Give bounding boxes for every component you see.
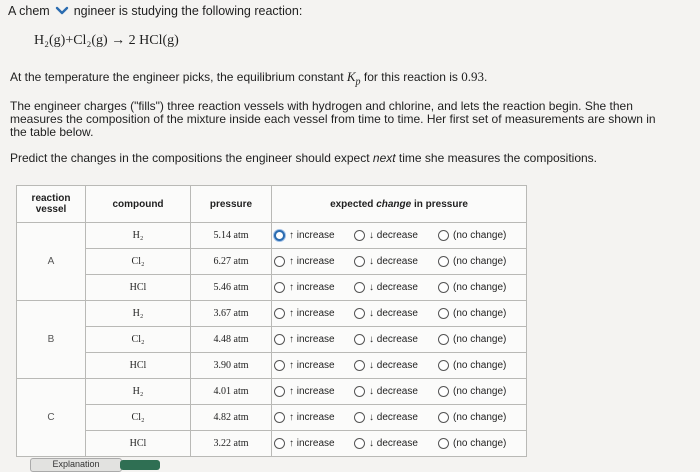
option-increase-label: ↑ increase — [289, 308, 335, 319]
option-no-change[interactable] — [438, 334, 520, 345]
predict-pre: Predict the changes in the compositions the engineer should expect — [10, 151, 373, 165]
option-decrease-label: ↓ decrease — [369, 308, 418, 319]
option-decrease-label: ↓ decrease — [369, 334, 418, 345]
kp-sentence — [10, 70, 487, 88]
compound-cell: H₂ — [86, 379, 191, 405]
expected-change-cell — [272, 249, 527, 275]
radio-button[interactable] — [274, 256, 285, 267]
radio-button[interactable] — [438, 334, 449, 345]
option-decrease[interactable] — [354, 308, 438, 319]
predict-prompt — [10, 152, 597, 165]
radio-button[interactable] — [354, 230, 365, 241]
table-row — [17, 249, 527, 275]
intro-suffix: ngineer is studying the following reaction: — [73, 4, 303, 18]
option-increase-label: ↑ increase — [289, 256, 335, 267]
option-no-change-label: (no change) — [453, 334, 507, 345]
intro-line — [8, 4, 302, 18]
pressure-cell: 3.90 atm — [191, 353, 272, 379]
option-increase[interactable] — [272, 282, 354, 293]
option-increase[interactable] — [272, 386, 354, 397]
predict-post: time she measures the compositions. — [395, 151, 598, 165]
radio-button[interactable] — [438, 360, 449, 371]
option-no-change[interactable] — [438, 360, 520, 371]
kp-symbol: K — [346, 69, 356, 84]
expected-change-cell — [272, 405, 527, 431]
option-decrease[interactable] — [354, 412, 438, 423]
option-no-change-label: (no change) — [453, 230, 507, 241]
compound-cell: Cl₂ — [86, 249, 191, 275]
radio-button[interactable] — [354, 360, 365, 371]
expected-change-cell — [272, 223, 527, 249]
vessel-label: C — [17, 379, 86, 457]
table-row — [17, 327, 527, 353]
option-no-change[interactable] — [438, 256, 520, 267]
header-compound: compound — [86, 186, 191, 223]
option-no-change[interactable] — [438, 386, 520, 397]
pressure-cell: 3.22 atm — [191, 431, 272, 457]
compound-cell: Cl₂ — [86, 405, 191, 431]
table-row — [17, 431, 527, 457]
option-increase-label: ↑ increase — [289, 334, 335, 345]
radio-button[interactable] — [438, 386, 449, 397]
compound-cell: H₂ — [86, 223, 191, 249]
expected-change-cell — [272, 379, 527, 405]
option-increase-label: ↑ increase — [289, 386, 335, 397]
radio-button[interactable] — [354, 386, 365, 397]
radio-button[interactable] — [274, 438, 285, 449]
table-row — [17, 379, 527, 405]
option-no-change-label: (no change) — [453, 438, 507, 449]
radio-button[interactable] — [274, 412, 285, 423]
pressure-cell: 4.48 atm — [191, 327, 272, 353]
radio-button[interactable] — [354, 308, 365, 319]
table-row — [17, 223, 527, 249]
pressure-cell: 4.01 atm — [191, 379, 272, 405]
option-no-change[interactable] — [438, 308, 520, 319]
option-increase[interactable] — [272, 308, 354, 319]
radio-button[interactable] — [438, 412, 449, 423]
radio-button[interactable] — [438, 282, 449, 293]
kp-pre: At the temperature the engineer picks, the equilibrium constant — [10, 70, 347, 84]
description-paragraph: The engineer charges ("fills") three reaction vessels with hydrogen and chlorine, and lets the reaction begin. She then measures the composition of the mixture inside each vessel from time to time. Her first set of measurements are shown in the table below. — [10, 99, 656, 139]
pressure-cell: 6.27 atm — [191, 249, 272, 275]
intro-prefix: A chem — [8, 4, 50, 18]
predict-emphasis: next — [372, 151, 396, 165]
radio-button[interactable] — [274, 386, 285, 397]
radio-button[interactable] — [274, 230, 285, 241]
expected-change-cell — [272, 431, 527, 457]
option-decrease-label: ↓ decrease — [369, 360, 418, 371]
option-increase[interactable] — [272, 412, 354, 423]
header-reaction-vessel: reaction vessel — [17, 186, 86, 223]
option-no-change[interactable] — [438, 282, 520, 293]
expected-change-cell — [272, 275, 527, 301]
compound-cell: HCl — [86, 275, 191, 301]
option-increase[interactable] — [272, 256, 354, 267]
pressure-cell: 5.46 atm — [191, 275, 272, 301]
option-decrease[interactable] — [354, 360, 438, 371]
option-decrease-label: ↓ decrease — [369, 256, 418, 267]
radio-button[interactable] — [438, 256, 449, 267]
radio-button[interactable] — [438, 438, 449, 449]
radio-button[interactable] — [354, 256, 365, 267]
option-no-change[interactable] — [438, 230, 520, 241]
table-row — [17, 353, 527, 379]
option-decrease[interactable] — [354, 438, 438, 449]
kp-subscript: p — [355, 76, 361, 88]
option-decrease[interactable] — [354, 256, 438, 267]
option-decrease-label: ↓ decrease — [369, 386, 418, 397]
header-expected-change: expected change in pressure — [272, 186, 527, 223]
radio-button[interactable] — [274, 360, 285, 371]
option-no-change[interactable] — [438, 438, 520, 449]
radio-button[interactable] — [274, 334, 285, 345]
option-decrease-label: ↓ decrease — [369, 438, 418, 449]
radio-button[interactable] — [274, 308, 285, 319]
option-no-change-label: (no change) — [453, 282, 507, 293]
check-button[interactable] — [120, 460, 160, 470]
pressure-cell: 3.67 atm — [191, 301, 272, 327]
compound-cell: HCl — [86, 431, 191, 457]
option-increase-label: ↑ increase — [289, 230, 335, 241]
option-no-change-label: (no change) — [453, 386, 507, 397]
option-no-change-label: (no change) — [453, 308, 507, 319]
vessel-label: B — [17, 301, 86, 379]
composition-table — [16, 185, 527, 457]
reaction-equation: H₂(g)+Cl₂(g) → 2 HCl(g) — [34, 33, 179, 48]
option-no-change-label: (no change) — [453, 412, 507, 423]
option-increase-label: ↑ increase — [289, 438, 335, 449]
option-no-change-label: (no change) — [453, 360, 507, 371]
expected-change-cell — [272, 353, 527, 379]
compound-cell: H₂ — [86, 301, 191, 327]
option-decrease[interactable] — [354, 386, 438, 397]
kp-value: 0.93 — [461, 69, 484, 84]
table-row — [17, 275, 527, 301]
option-increase-label: ↑ increase — [289, 282, 335, 293]
option-decrease[interactable] — [354, 230, 438, 241]
vessel-label: A — [17, 223, 86, 301]
radio-button[interactable] — [354, 438, 365, 449]
table-row — [17, 405, 527, 431]
compound-cell: Cl₂ — [86, 327, 191, 353]
expected-change-cell — [272, 327, 527, 353]
option-decrease[interactable] — [354, 282, 438, 293]
radio-button[interactable] — [438, 230, 449, 241]
explanation-button[interactable]: Explanation — [30, 458, 122, 472]
option-no-change-label: (no change) — [453, 256, 507, 267]
option-decrease[interactable] — [354, 334, 438, 345]
radio-button[interactable] — [354, 282, 365, 293]
option-decrease-label: ↓ decrease — [369, 412, 418, 423]
chevron-down-icon[interactable] — [53, 4, 71, 18]
option-increase-label: ↑ increase — [289, 412, 335, 423]
radio-button[interactable] — [354, 412, 365, 423]
radio-button[interactable] — [354, 334, 365, 345]
option-decrease-label: ↓ decrease — [369, 282, 418, 293]
pressure-cell: 5.14 atm — [191, 223, 272, 249]
table-row — [17, 301, 527, 327]
radio-button[interactable] — [274, 282, 285, 293]
option-increase[interactable] — [272, 438, 354, 449]
option-increase[interactable] — [272, 334, 354, 345]
kp-end: . — [484, 70, 488, 84]
expected-change-cell — [272, 301, 527, 327]
option-increase[interactable] — [272, 230, 354, 241]
option-increase[interactable] — [272, 360, 354, 371]
pressure-cell: 4.82 atm — [191, 405, 272, 431]
header-pressure: pressure — [191, 186, 272, 223]
option-no-change[interactable] — [438, 412, 520, 423]
radio-button[interactable] — [438, 308, 449, 319]
option-decrease-label: ↓ decrease — [369, 230, 418, 241]
kp-post: for this reaction is — [360, 70, 462, 84]
compound-cell: HCl — [86, 353, 191, 379]
option-increase-label: ↑ increase — [289, 360, 335, 371]
